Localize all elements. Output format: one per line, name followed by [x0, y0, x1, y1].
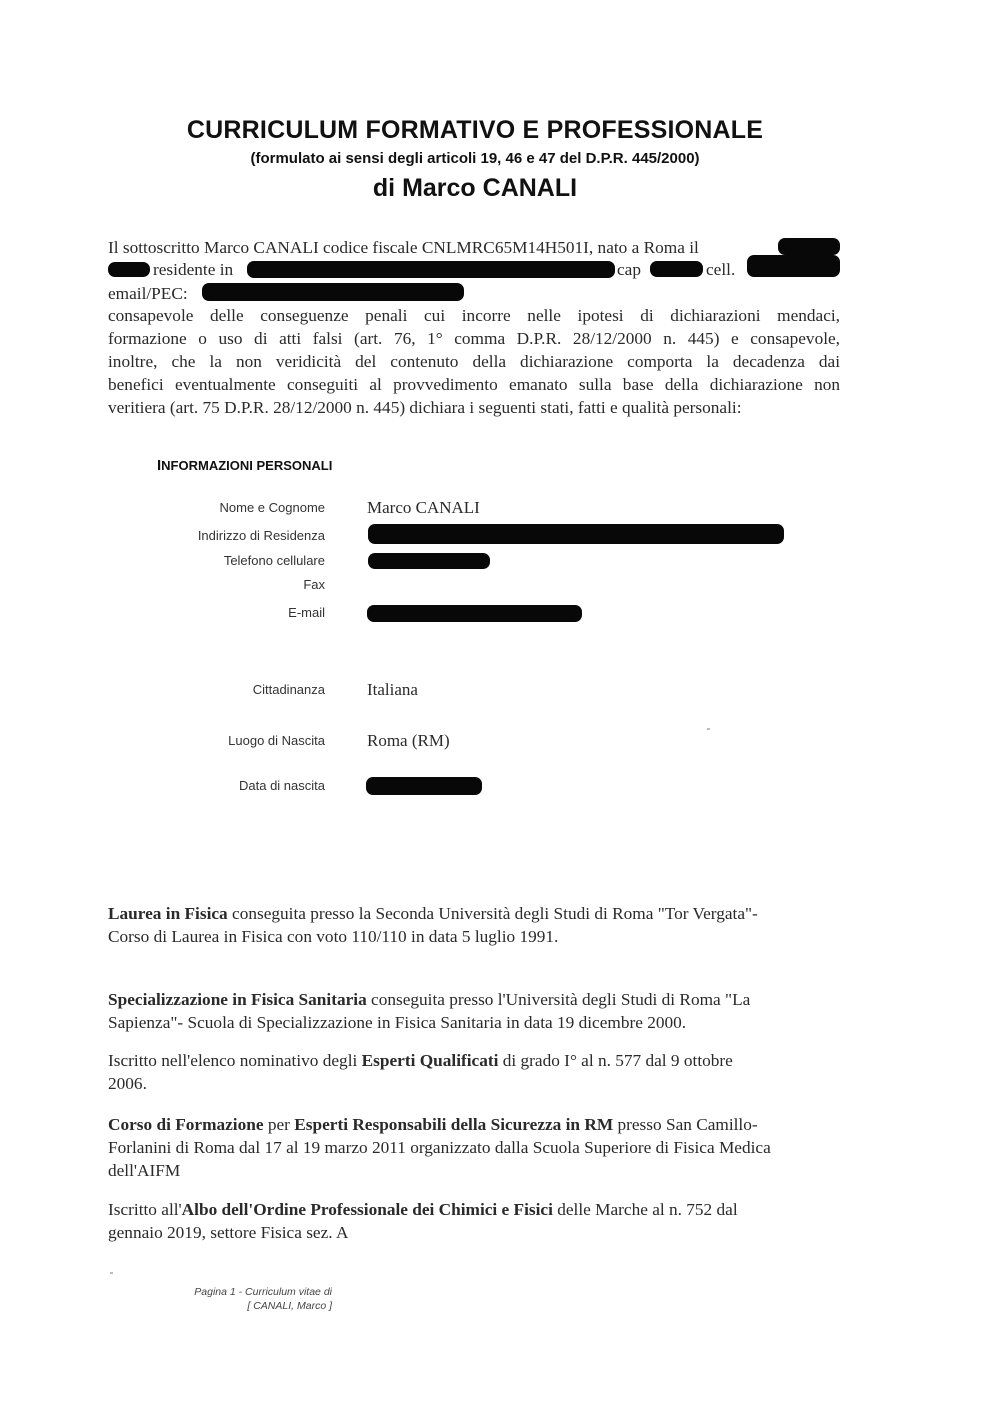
corso-line-1: Corso di Formazione per Esperti Responsabili della Sicurezza in RM presso San Camillo- [108, 1115, 758, 1134]
page-subtitle: (formulato ai sensi degli articoli 19, 46 e 47 del D.P.R. 445/2000) [250, 150, 700, 167]
redaction-email [202, 283, 464, 301]
laurea-line-1: Laurea in Fisica conseguita presso la Seconda Università degli Studi di Roma "Tor Vergata"- [108, 904, 758, 923]
label-birthdate: Data di nascita [239, 778, 325, 793]
footer-line-2: [ CANALI, Marco ] [247, 1300, 332, 1312]
label-fax: Fax [303, 577, 325, 592]
specializzazione-line-1: Specializzazione in Fisica Sanitaria conseguita presso l'Università degli Studi di Roma "La [108, 990, 751, 1009]
section-heading-personal-info: INFORMAZIONI PERSONALI [157, 457, 333, 474]
declaration-last-line: veritiera (art. 75 D.P.R. 28/12/2000 n. 445) dichiara i seguenti stati, fatti e qualità personali: [108, 398, 742, 417]
scan-speck [110, 1272, 113, 1274]
declaration-residente: residente in [153, 260, 234, 279]
label-email: E-mail [288, 605, 325, 620]
label-phone: Telefono cellulare [223, 553, 325, 568]
label-birthplace: Luogo di Nascita [228, 733, 325, 748]
value-citizenship: Italiana [367, 680, 418, 699]
value-name: Marco CANALI [367, 498, 480, 517]
label-citizenship: Cittadinanza [252, 682, 325, 697]
declaration-text-line: formazione o uso di atti falsi (art. 76, 1° comma D.P.R. 28/12/2000 n. 445) e consapevole, [108, 329, 840, 348]
label-name: Nome e Cognome [219, 500, 325, 515]
scan-speck [707, 728, 710, 730]
declaration-line-1: Il sottoscritto Marco CANALI codice fiscale CNLMRC65M14H501I, nato a Roma il [108, 238, 699, 257]
redaction-birthdate [778, 238, 840, 255]
redaction-phone [368, 553, 490, 569]
albo-line-2: gennaio 2019, settore Fisica sez. A [108, 1223, 349, 1242]
declaration-text-line: inoltre, che la non veridicità del contenuto della dichiarazione comporta la decadenza dai [108, 352, 840, 371]
page-title: CURRICULUM FORMATIVO E PROFESSIONALE [186, 116, 764, 144]
label-address: Indirizzo di Residenza [197, 528, 325, 543]
esperti-line-2: 2006. [108, 1074, 147, 1093]
page-footer [150, 1285, 332, 1313]
declaration-cell: cell. [706, 260, 736, 279]
laurea-line-2: Corso di Laurea in Fisica con voto 110/110 in data 5 luglio 1991. [108, 927, 559, 946]
redaction-cell [747, 255, 840, 277]
redaction-residence [247, 261, 615, 278]
redaction-email-field [367, 605, 582, 622]
declaration-text-line: benefici eventualmente conseguiti al provvedimento emanato sulla base della dichiarazione non [108, 375, 840, 394]
redaction-birthdate-field [366, 777, 482, 795]
redaction-birthdate-cont [108, 262, 150, 277]
declaration-email-label: email/PEC: [108, 284, 188, 303]
redaction-address [368, 524, 784, 544]
corso-line-3: dell'AIFM [108, 1161, 181, 1180]
title-name-line: di Marco CANALI [372, 174, 578, 202]
value-birthplace: Roma (RM) [367, 731, 450, 750]
esperti-line-1: Iscritto nell'elenco nominativo degli Esperti Qualificati di grado I° al n. 577 dal 9 ottobre [108, 1051, 733, 1070]
footer-line-1: Pagina 1 - Curriculum vitae di [194, 1286, 332, 1298]
specializzazione-line-2: Sapienza"- Scuola di Specializzazione in Fisica Sanitaria in data 19 dicembre 2000. [108, 1013, 687, 1032]
albo-line-1: Iscritto all'Albo dell'Ordine Professionale dei Chimici e Fisici delle Marche al n. 752 dal [108, 1200, 738, 1219]
corso-line-2: Forlanini di Roma dal 17 al 19 marzo 2011 organizzato dalla Scuola Superiore di Fisica Medica [108, 1138, 771, 1157]
redaction-cap [650, 261, 703, 277]
declaration-text-line: consapevole delle conseguenze penali cui incorre nelle ipotesi di dichiarazioni mendaci, [108, 306, 840, 325]
declaration-cap: cap [617, 260, 641, 279]
